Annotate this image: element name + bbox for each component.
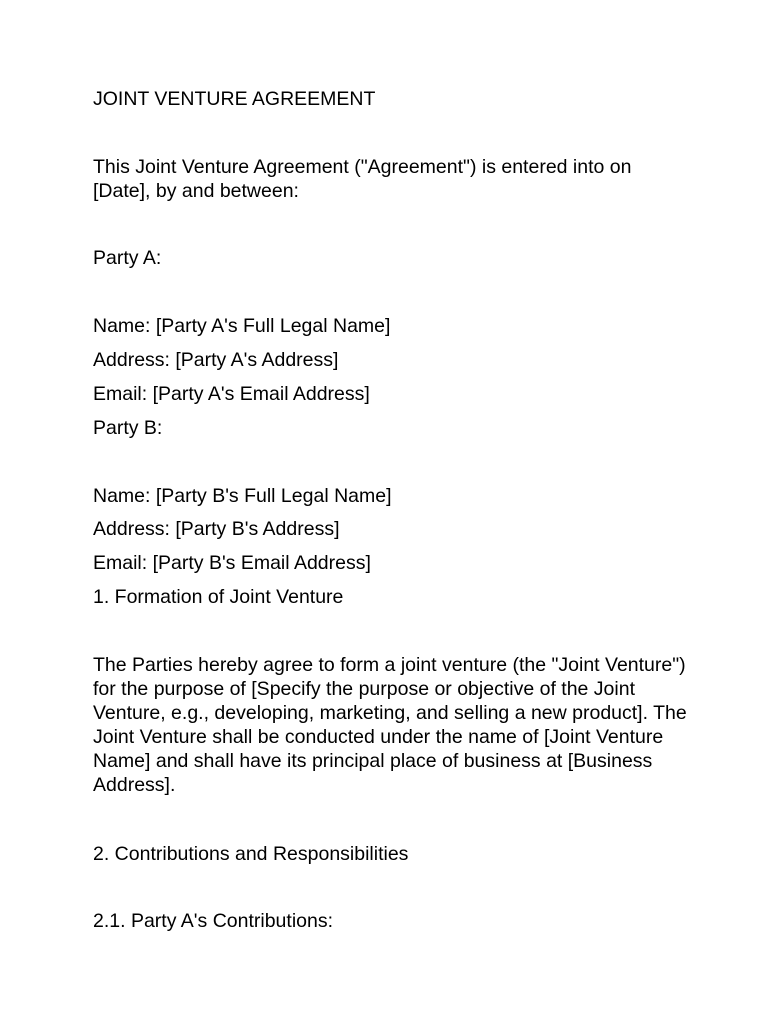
party-b-address: Address: [Party B's Address] xyxy=(93,518,340,540)
document-title: JOINT VENTURE AGREEMENT xyxy=(93,88,376,110)
party-b-name: Name: [Party B's Full Legal Name] xyxy=(93,485,392,507)
party-a-heading: Party A: xyxy=(93,247,162,269)
party-a-email: Email: [Party A's Email Address] xyxy=(93,383,370,405)
party-a-address: Address: [Party A's Address] xyxy=(93,349,339,371)
section-2-heading: 2. Contributions and Responsibilities xyxy=(93,843,409,865)
intro-paragraph: This Joint Venture Agreement ("Agreement") is entered into on [Date], by and between: xyxy=(93,156,632,202)
party-b-heading: Party B: xyxy=(93,417,163,439)
section-1-body: The Parties hereby agree to form a joint venture (the "Joint Venture") for the purpose of [Specify the purpose or objective of the Joint Venture, e.g., developing, marketing, and selling a new product]. The Joint Venture shall be conducted under the name of [Joint Venture Name] and shall have its principal place of business at [Business Address]. xyxy=(93,654,687,796)
party-b-email: Email: [Party B's Email Address] xyxy=(93,552,371,574)
party-a-name: Name: [Party A's Full Legal Name] xyxy=(93,315,391,337)
section-1-heading: 1. Formation of Joint Venture xyxy=(93,586,344,608)
section-2-1-heading: 2.1. Party A's Contributions: xyxy=(93,910,334,932)
